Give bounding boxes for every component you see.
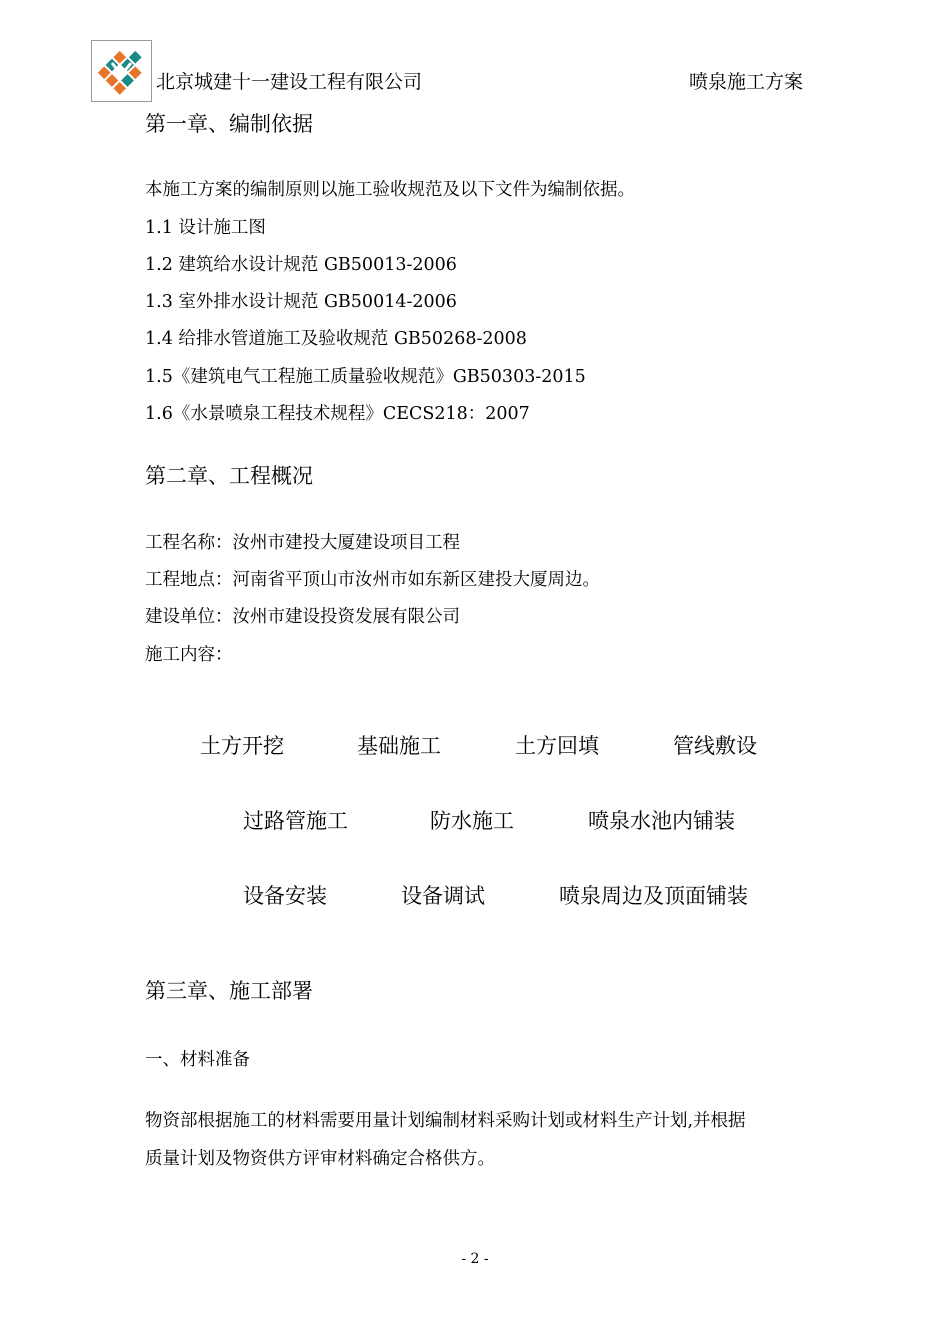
work-item: 设备安装 xyxy=(243,884,327,908)
work-item: 防水施工 xyxy=(430,809,514,833)
work-item: 设备调试 xyxy=(401,884,485,908)
work-item: 过路管施工 xyxy=(243,809,348,833)
materials-paragraph-line2: 质量计划及物资供方评审材料确定合格供方。 xyxy=(145,1149,495,1169)
project-name: 工程名称：汝州市建投大厦建设项目工程 xyxy=(145,533,460,553)
company-name: 北京城建十一建设工程有限公司 xyxy=(156,71,423,93)
chapter2-title: 第二章、工程概况 xyxy=(145,464,313,488)
work-item: 土方回填 xyxy=(515,734,599,758)
document-title: 喷泉施工方案 xyxy=(689,71,804,93)
work-item: 喷泉水池内铺装 xyxy=(588,809,735,833)
section-title-materials: 一、材料准备 xyxy=(145,1050,250,1070)
basis-item: 1.4 给排水管道施工及验收规范 GB50268-2008 xyxy=(145,329,527,349)
chapter1-intro: 本施工方案的编制原则以施工验收规范及以下文件为编制依据。 xyxy=(145,180,635,200)
construction-content-label: 施工内容： xyxy=(145,645,233,665)
basis-item: 1.3 室外排水设计规范 GB50014-2006 xyxy=(145,292,457,312)
work-item: 管线敷设 xyxy=(673,734,757,758)
company-logo xyxy=(91,40,152,102)
materials-paragraph-line1: 物资部根据施工的材料需要用量计划编制材料采购计划或材料生产计划,并根据 xyxy=(145,1111,746,1131)
basis-item: 1.1 设计施工图 xyxy=(145,218,266,238)
page-number: - 2 - xyxy=(461,1251,489,1267)
project-owner: 建设单位：汝州市建设投资发展有限公司 xyxy=(145,607,460,627)
chapter1-title: 第一章、编制依据 xyxy=(145,112,313,136)
project-location: 工程地点：河南省平顶山市汝州市如东新区建投大厦周边。 xyxy=(145,570,600,590)
basis-item: 1.2 建筑给水设计规范 GB50013-2006 xyxy=(145,255,457,275)
work-item: 土方开挖 xyxy=(200,734,284,758)
chapter3-title: 第三章、施工部署 xyxy=(145,979,313,1003)
basis-item: 1.5《建筑电气工程施工质量验收规范》GB50303-2015 xyxy=(145,367,586,387)
company-logo-icon xyxy=(92,41,151,101)
work-item: 喷泉周边及顶面铺装 xyxy=(559,884,748,908)
basis-item: 1.6《水景喷泉工程技术规程》CECS218：2007 xyxy=(145,404,530,424)
work-item: 基础施工 xyxy=(357,734,441,758)
